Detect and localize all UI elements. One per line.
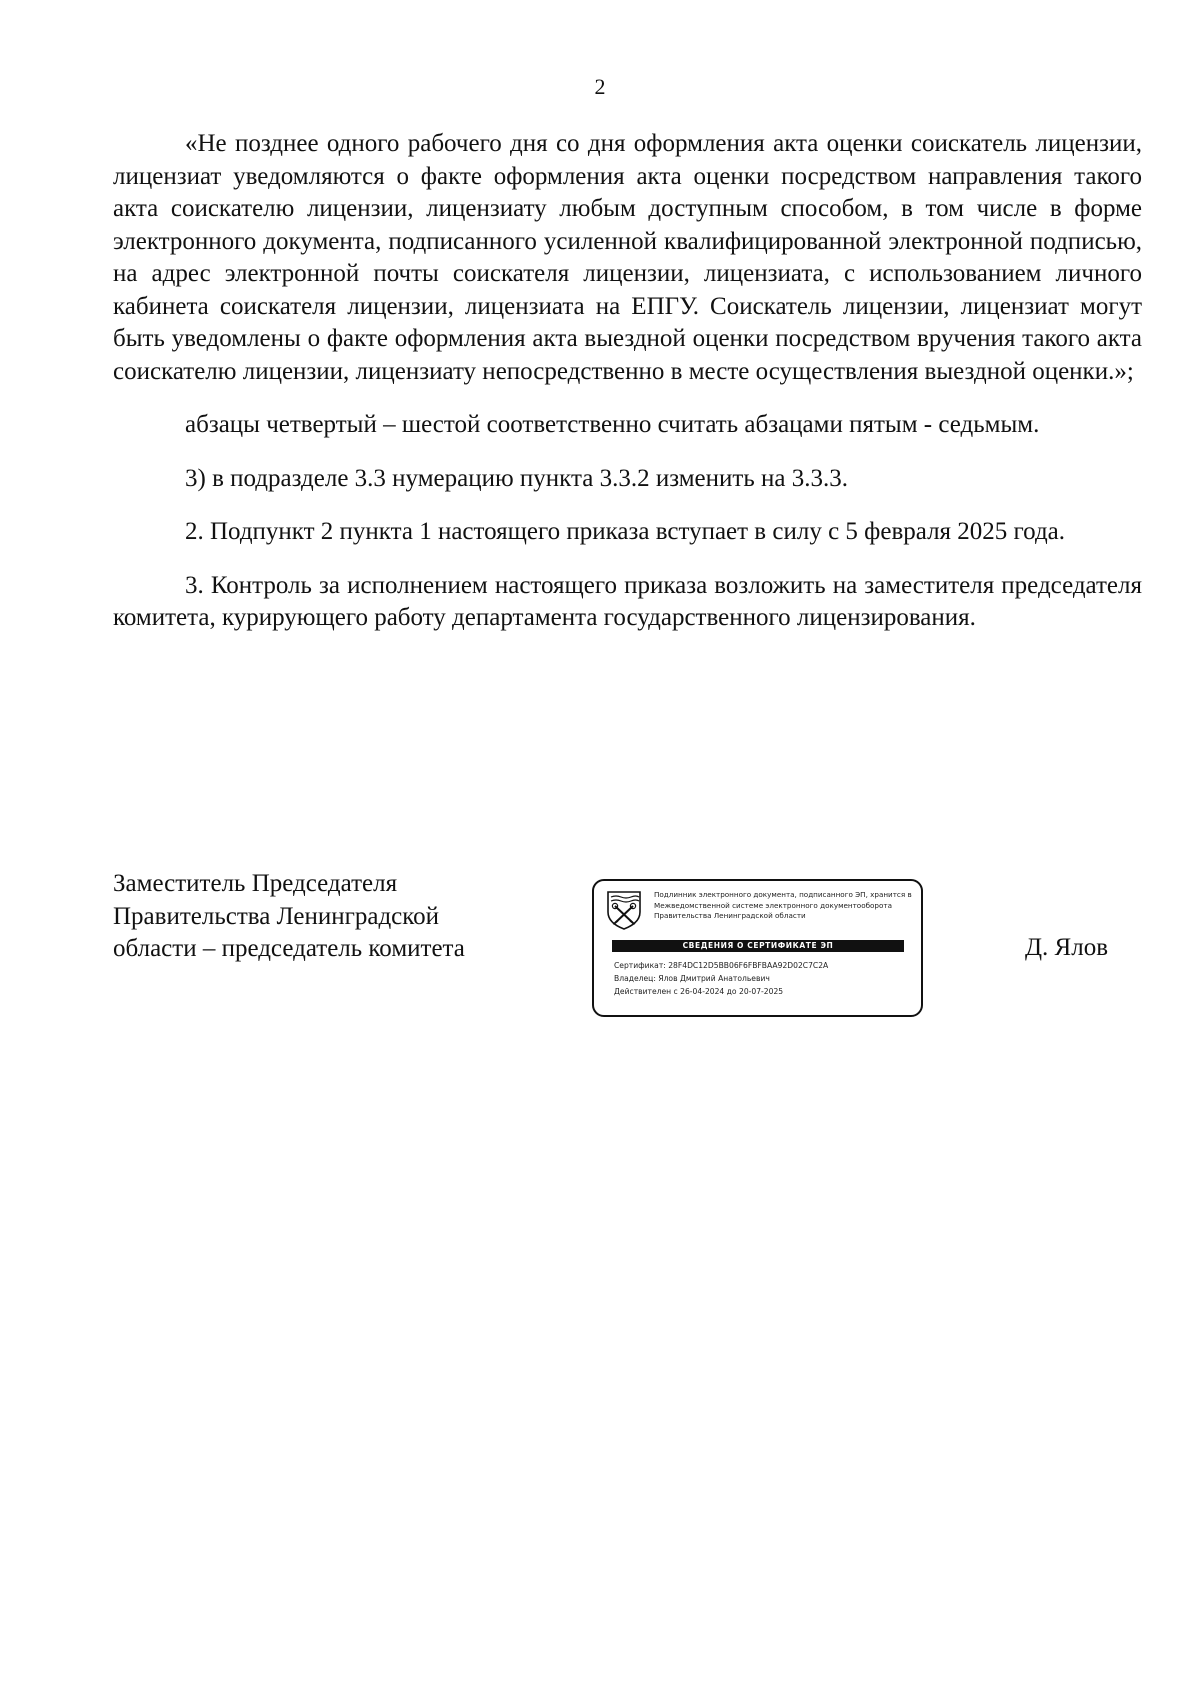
electronic-signature-stamp xyxy=(592,879,923,1017)
signatory-name: Д. Ялов xyxy=(1025,934,1109,961)
stamp-certificate-validity: Действителен с 26-04-2024 до 20-07-2025 xyxy=(614,987,784,996)
signatory-position-line: области – председатель комитета xyxy=(113,935,465,962)
document-body xyxy=(113,128,1142,656)
stamp-certificate-header: СВЕДЕНИЯ О СЕРТИФИКАТЕ ЭП xyxy=(612,940,904,952)
paragraph-renumber-abzacy: абзацы четвертый – шестой соответственно считать абзацами пятым - седьмым. xyxy=(185,411,1040,438)
leningrad-oblast-coat-of-arms-icon xyxy=(606,890,642,930)
signatory-position xyxy=(113,868,553,966)
stamp-certificate-owner: Владелец: Ялов Дмитрий Анатольевич xyxy=(614,974,770,983)
stamp-notice-text: Подлинник электронного документа, подписанного ЭП, хранится в Межведомственной системе электронного документооборота Правительства Ленинградской области xyxy=(654,890,912,920)
paragraph-control: 3. Контроль за исполнением настоящего приказа возложить на заместителя председателя комитета, курирующего работу департамента государственного лицензирования. xyxy=(113,571,1142,631)
stamp-certificate-number: Сертификат: 28F4DC12D5BB06F6FBFBAA92D02C7C2A xyxy=(614,961,829,970)
stamp-certificate-details xyxy=(614,959,914,998)
paragraph-subsection-3-3: 3) в подразделе 3.3 нумерацию пункта 3.3.2 изменить на 3.3.3. xyxy=(185,464,848,492)
paragraph-quoted-amendment: «Не позднее одного рабочего дня со дня оформления акта оценки соискатель лицензии, лицензиат уведомляются о факте оформления акта оценки посредством направления такого акта соискателю лицензии, лицензиату любым доступным способом, в том числе в форме электронного документа, подписанного усиленной квалифицированной электронной подписью, на адрес электронной почты соискателя лицензии, лицензиата, с использованием личного кабинета соискателя лицензии, лицензиата на ЕПГУ. Соискатель лицензии, лицензиат могут быть уведомлены о факте оформления акта выездной оценки посредством вручения такого акта соискателю лицензии, лицензиату непосредственно в месте осуществления выездной оценки.»; xyxy=(113,130,1142,385)
page-number: 2 xyxy=(594,74,606,99)
signatory-position-line: Заместитель Председателя xyxy=(113,870,398,897)
signatory-position-line: Правительства Ленинградской xyxy=(113,902,440,930)
paragraph-effective-date: 2. Подпункт 2 пункта 1 настоящего приказа вступает в силу с 5 февраля 2025 года. xyxy=(185,518,1066,545)
